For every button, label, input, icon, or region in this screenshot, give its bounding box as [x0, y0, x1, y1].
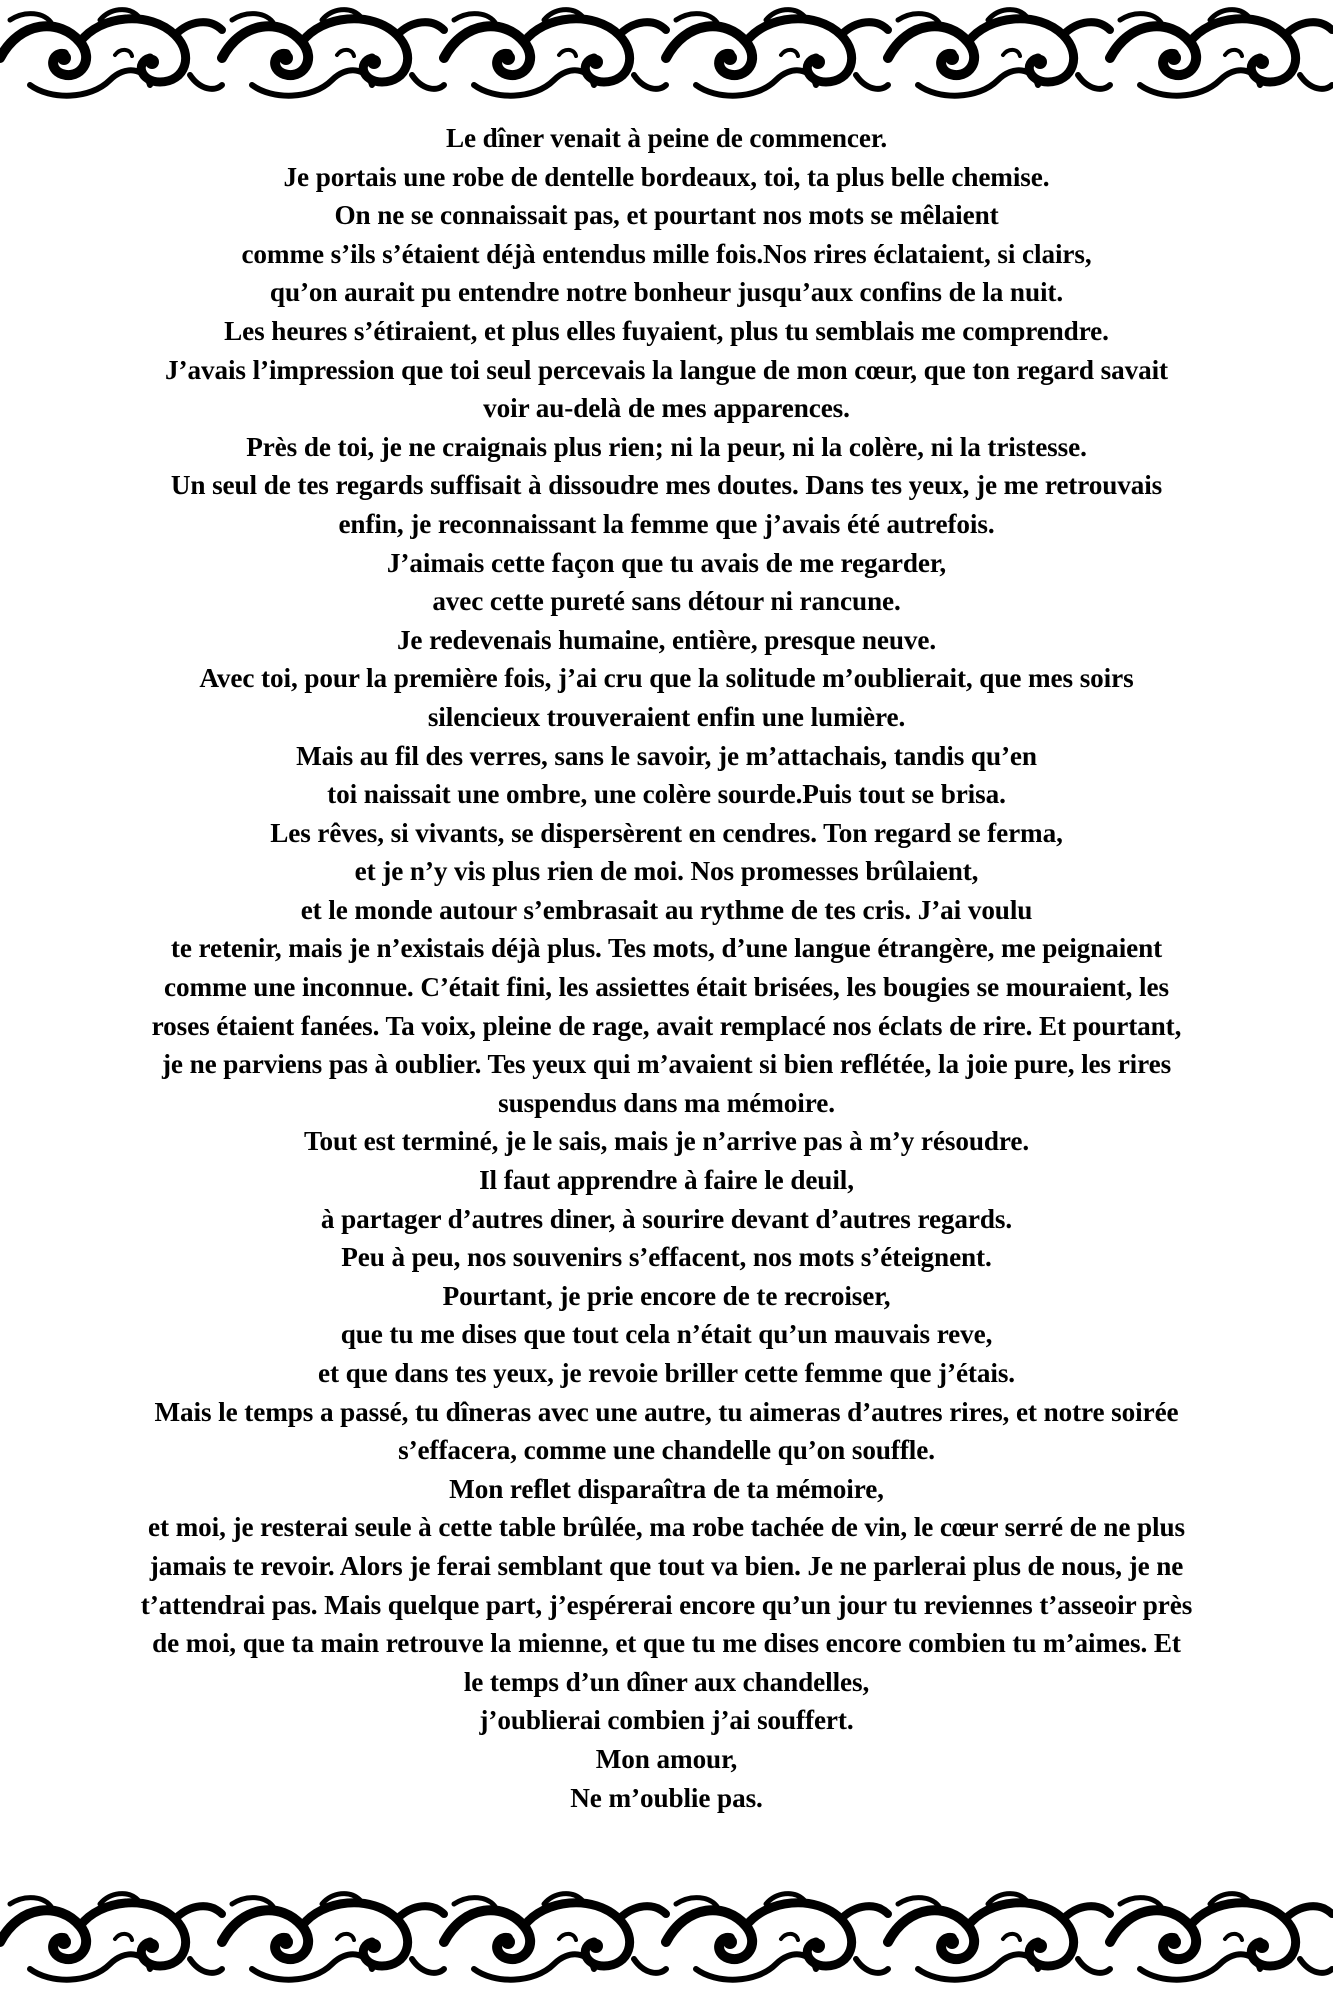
bottom-ornament-border — [0, 1884, 1333, 1994]
poem-line: et je n’y vis plus rien de moi. Nos promesses brûlaient, — [354, 856, 979, 887]
poem-line: que tu me dises que tout cela n’était qu’un mauvais reve, — [340, 1319, 993, 1350]
poem-line: Près de toi, je ne craignais plus rien; ni la peur, ni la colère, ni la tristesse. — [246, 431, 1087, 462]
poem-line: Mon amour, — [595, 1743, 738, 1774]
poem-line: avec cette pureté sans détour ni rancune. — [432, 586, 901, 617]
poem-line: à partager d’autres diner, à sourire devant d’autres regards. — [320, 1203, 1013, 1234]
poem-line: enfin, je reconnaissant la femme que j’avais été autrefois. — [338, 508, 995, 539]
poem-line: comme une inconnue. C’était fini, les assiettes était brisées, les bougies se mouraient, les — [164, 972, 1169, 1003]
baroque-scroll-border-icon — [0, 1884, 1333, 1994]
poem-text — [0, 119, 1333, 1817]
top-ornament-border — [0, 0, 1333, 110]
poem-line: de moi, que ta main retrouve la mienne, et que tu me dises encore combien tu m’aimes. Et — [152, 1628, 1181, 1659]
poem-line: Le dîner venait à peine de commencer. — [445, 123, 888, 153]
poem-line: Les heures s’étiraient, et plus elles fuyaient, plus tu semblais me comprendre. — [224, 315, 1109, 346]
poem-line: suspendus dans ma mémoire. — [498, 1087, 835, 1118]
poem-line: te retenir, mais je n’existais déjà plus. Tes mots, d’une langue étrangère, me peignaient — [170, 933, 1163, 964]
poem-line: je ne parviens pas à oublier. Tes yeux qui m’avaient si bien reflétée, la joie pure, les rires — [161, 1049, 1172, 1080]
poem-line: et le monde autour s’embrasait au rythme de tes cris. J’ai voulu — [300, 894, 1033, 925]
poem-line: s’effacera, comme une chandelle qu’on souffle. — [398, 1435, 935, 1466]
poem-line: jamais te revoir. Alors je ferai semblant que tout va bien. Je ne parlerai plus de nous, je ne — [149, 1550, 1184, 1581]
poem-line: Mon reflet disparaîtra de ta mémoire, — [449, 1473, 884, 1504]
poem-line: J’aimais cette façon que tu avais de me regarder, — [386, 547, 947, 578]
baroque-scroll-border-icon — [0, 0, 1333, 110]
poem-line: j’oublierai combien j’ai souffert. — [479, 1705, 854, 1736]
poem-line: Je redevenais humaine, entière, presque neuve. — [396, 624, 937, 655]
poem-line: qu’on aurait pu entendre notre bonheur jusqu’aux confins de la nuit. — [269, 277, 1064, 308]
poem-line: t’attendrai pas. Mais quelque part, j’espérerai encore qu’un jour tu reviennes t’asseoir près — [140, 1589, 1193, 1620]
poem-line: silencieux trouveraient enfin une lumière. — [427, 701, 906, 732]
poem-line: roses étaient fanées. Ta voix, pleine de rage, avait remplacé nos éclats de rire. Et pourtant, — [151, 1010, 1182, 1041]
poem-line: On ne se connaissait pas, et pourtant nos mots se mêlaient — [334, 200, 999, 231]
poem-line: Il faut apprendre à faire le deuil, — [479, 1165, 854, 1196]
poem-line: comme s’ils s’étaient déjà entendus mille fois.Nos rires éclataient, si clairs, — [241, 238, 1092, 269]
poem-line: Un seul de tes regards suffisait à dissoudre mes doutes. Dans tes yeux, je me retrouvais — [170, 470, 1163, 501]
poem-line: toi naissait une ombre, une colère sourde.Puis tout se brisa. — [327, 779, 1006, 810]
poem-line: le temps d’un dîner aux chandelles, — [463, 1666, 870, 1697]
poem-line: et que dans tes yeux, je revoie briller cette femme que j’étais. — [318, 1358, 1015, 1388]
poem-line: Ne m’oublie pas. — [570, 1782, 763, 1813]
poem-line: Tout est terminé, je le sais, mais je n’arrive pas à m’y résoudre. — [303, 1126, 1030, 1157]
poem-line: voir au-delà de mes apparences. — [483, 393, 850, 424]
poem-line: Avec toi, pour la première fois, j’ai cru que la solitude m’oublierait, que mes soirs — [199, 663, 1134, 694]
poem-line: et moi, je resterai seule à cette table brûlée, ma robe tachée de vin, le cœur serré de ne plus — [148, 1512, 1185, 1543]
poem-line: Mais au fil des verres, sans le savoir, je m’attachais, tandis qu’en — [296, 740, 1037, 771]
poem-line: Pourtant, je prie encore de te recroiser, — [442, 1280, 891, 1311]
poem-line: Les rêves, si vivants, se dispersèrent en cendres. Ton regard se ferma, — [270, 817, 1063, 848]
poem-line: Peu à peu, nos souvenirs s’effacent, nos mots s’éteignent. — [341, 1242, 992, 1273]
poem-line: J’avais l’impression que toi seul percevais la langue de mon cœur, que ton regard savait — [165, 354, 1168, 385]
poem-line: Mais le temps a passé, tu dîneras avec une autre, tu aimeras d’autres rires, et notre soirée — [154, 1396, 1179, 1427]
poem-line: Je portais une robe de dentelle bordeaux, toi, ta plus belle chemise. — [283, 161, 1050, 192]
